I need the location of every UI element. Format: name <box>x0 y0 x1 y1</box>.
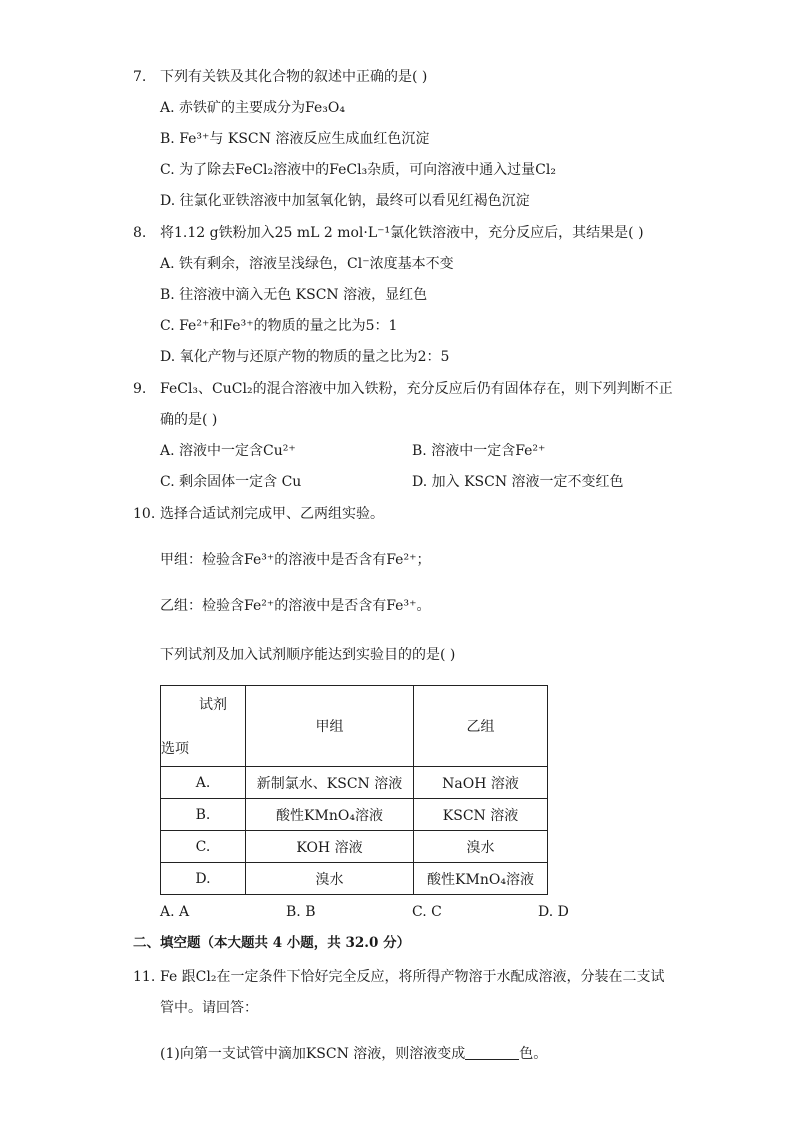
row-jia-reagent: KOH 溶液 <box>246 831 414 863</box>
q10-group-jia: 甲组：检验含Fe³⁺的溶液中是否含有Fe²⁺； <box>160 552 431 568</box>
table-row <box>161 799 548 831</box>
q10-group-yi: 乙组：检验含Fe²⁺的溶液中是否含有Fe³⁺。 <box>160 598 431 614</box>
q9-stem-line2: 确的是( ) <box>160 412 218 428</box>
q10-option-c: C. C <box>412 904 442 920</box>
q10-reagent-table <box>160 685 548 895</box>
q11-sub1 <box>160 1044 547 1064</box>
q7-stem: 下列有关铁及其化合物的叙述中正确的是( ) <box>160 69 428 85</box>
row-yi-reagent: 酸性KMnO₄溶液 <box>414 863 548 895</box>
q9-option-d: D. 加入 KSCN 溶液一定不变红色 <box>412 474 624 490</box>
q9-option-c: C. 剩余固体一定含 Cu <box>160 474 302 490</box>
q10-option-b: B. B <box>286 904 316 920</box>
q10-option-a: A. A <box>160 904 190 920</box>
q10-ask: 下列试剂及加入试剂顺序能达到实验目的的是( ) <box>160 647 456 663</box>
q10-option-d: D. D <box>538 904 569 920</box>
row-option: A. <box>161 767 246 799</box>
q10-number: 10. <box>133 506 156 522</box>
table-diagonal-header-cell <box>161 686 246 767</box>
table-header-row <box>161 686 548 767</box>
q8-number: 8. <box>133 225 147 241</box>
q8-option-d: D. 氧化产物与还原产物的物质的量之比为2：5 <box>160 349 450 365</box>
row-option: D. <box>161 863 246 895</box>
q11-sub1-prefix: (1)向第一支试管中滴加KSCN 溶液，则溶液变成 <box>160 1046 466 1062</box>
q8-stem: 将1.12 g铁粉加入25 mL 2 mol·L⁻¹氯化铁溶液中，充分反应后，其结果是( ) <box>160 225 644 241</box>
q10-stem: 选择合适试剂完成甲、乙两组实验。 <box>160 506 384 522</box>
q11-number: 11. <box>133 969 156 985</box>
header-reagent-label: 试剂 <box>199 697 227 713</box>
row-yi-reagent: 溴水 <box>414 831 548 863</box>
q9-option-a: A. 溶液中一定含Cu²⁺ <box>160 443 296 459</box>
row-jia-reagent: 新制氯水、KSCN 溶液 <box>246 767 414 799</box>
row-yi-reagent: NaOH 溶液 <box>414 767 548 799</box>
header-yi: 乙组 <box>414 686 548 767</box>
q7-option-c: C. 为了除去FeCl₂溶液中的FeCl₃杂质，可向溶液中通入过量Cl₂ <box>160 162 556 178</box>
q11-sub1-suffix: 色。 <box>519 1046 548 1062</box>
row-jia-reagent: 酸性KMnO₄溶液 <box>246 799 414 831</box>
header-jia: 甲组 <box>246 686 414 767</box>
row-yi-reagent: KSCN 溶液 <box>414 799 548 831</box>
q11-stem-line2: 管中。请回答： <box>160 1000 258 1016</box>
row-jia-reagent: 溴水 <box>246 863 414 895</box>
answer-blank[interactable] <box>465 1045 519 1060</box>
row-option: C. <box>161 831 246 863</box>
q11-stem-line1: Fe 跟Cl₂在一定条件下恰好完全反应，将所得产物溶于水配成溶液，分装在二支试 <box>160 969 665 985</box>
header-option-label: 选项 <box>161 741 189 757</box>
q8-option-b: B. 往溶液中滴入无色 KSCN 溶液，显红色 <box>160 287 428 303</box>
table-row <box>161 863 548 895</box>
section-heading: 二、填空题（本大题共 4 小题，共 32.0 分） <box>133 935 411 951</box>
q7-option-b: B. Fe³⁺与 KSCN 溶液反应生成血红色沉淀 <box>160 131 430 147</box>
q9-number: 9. <box>133 381 147 397</box>
table-row <box>161 831 548 863</box>
row-option: B. <box>161 799 246 831</box>
q8-option-a: A. 铁有剩余，溶液呈浅绿色，Cl⁻浓度基本不变 <box>160 256 454 272</box>
q7-number: 7. <box>133 69 147 85</box>
q7-option-d: D. 往氯化亚铁溶液中加氢氧化钠，最终可以看见红褐色沉淀 <box>160 193 530 209</box>
q9-stem-line1: FeCl₃、CuCl₂的混合溶液中加入铁粉，充分反应后仍有固体存在，则下列判断不正 <box>160 381 673 397</box>
q8-option-c: C. Fe²⁺和Fe³⁺的物质的量之比为5：1 <box>160 318 398 334</box>
q9-option-b: B. 溶液中一定含Fe²⁺ <box>412 443 546 459</box>
table-row <box>161 767 548 799</box>
q7-option-a: A. 赤铁矿的主要成分为Fe₃O₄ <box>160 100 345 116</box>
